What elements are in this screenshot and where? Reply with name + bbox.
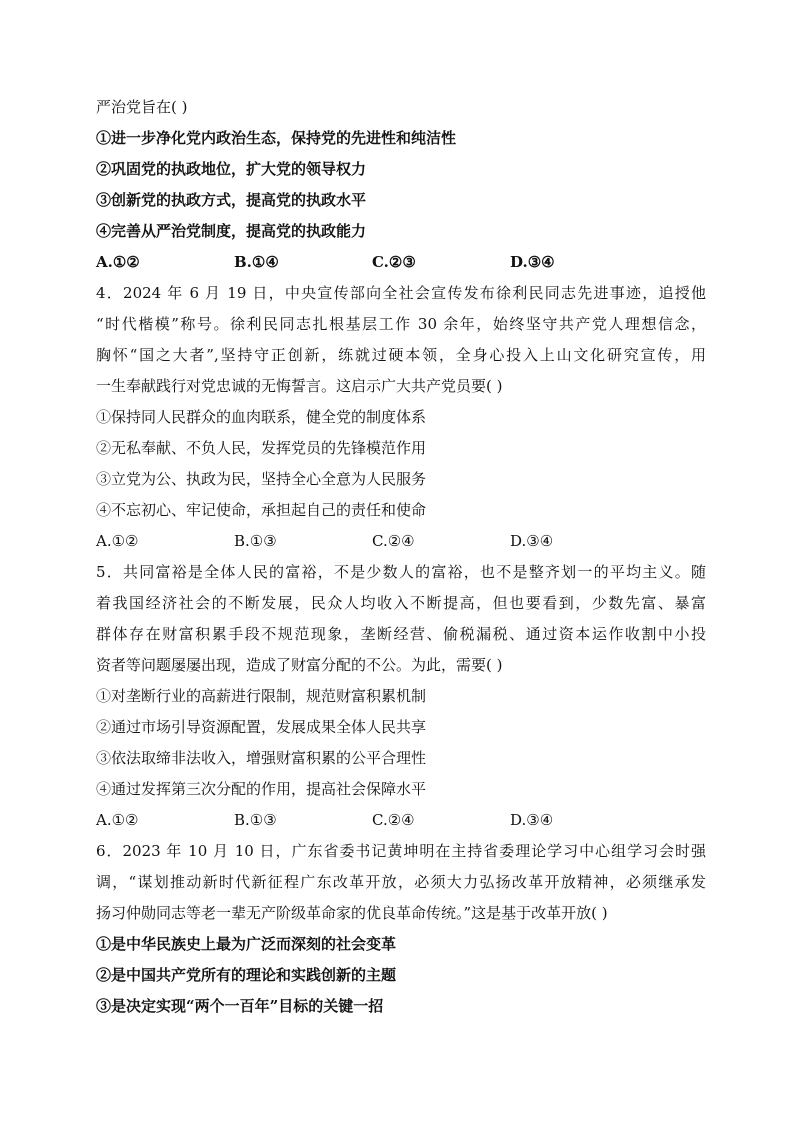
question-6 (96, 836, 706, 1022)
question-3-item-3: ③创新党的执政方式，提高党的执政水平 (96, 191, 367, 209)
question-4-item-3: ③立党为公、执政为民，坚持全心全意为人民服务 (96, 470, 427, 488)
question-5-option-a: A.①② (96, 811, 139, 829)
question-4-stem-line-3: 胸怀“国之大者”,坚持守正创新，练就过硬本领，全身心投入上山文化研究宣传，用 (96, 346, 706, 364)
question-4-stem-line-4: 一生奉献践行对党忠诚的无悔誓言。这启示广大共产党员要( ) (96, 377, 503, 395)
question-5-options (96, 805, 706, 836)
question-4-item-4: ④不忘初心、牢记使命，承担起自己的责任和使命 (96, 501, 427, 519)
question-5-option-d: D.③④ (510, 811, 554, 829)
exam-page (96, 92, 706, 1022)
question-4-option-b: B.①③ (234, 532, 277, 550)
question-5-option-b: B.①③ (234, 811, 277, 829)
question-4-option-c: C.②④ (372, 532, 415, 550)
question-5-item-4: ④通过发挥第三次分配的作用，提高社会保障水平 (96, 780, 427, 798)
question-6-item-1: ①是中华民族史上最为广泛而深刻的社会变革 (96, 935, 397, 953)
question-3-item-1: ①进一步净化党内政治生态，保持党的先进性和纯洁性 (96, 129, 457, 147)
question-4-options (96, 526, 706, 557)
question-5-item-3: ③依法取缔非法收入，增强财富积累的公平合理性 (96, 749, 427, 767)
question-6-item-3: ③是决定实现“两个一百年”目标的关键一招 (96, 997, 384, 1015)
question-5-item-1: ①对垄断行业的高薪进行限制，规范财富积累机制 (96, 687, 427, 705)
question-5-stem-line-2: 着我国经济社会的不断发展，民众人均收入不断提高，但也要看到，少数先富、暴富 (96, 594, 706, 612)
question-6-item-2: ②是中国共产党所有的理论和实践创新的主题 (96, 966, 397, 984)
question-4-item-2: ②无私奉献、不负人民，发挥党员的先锋模范作用 (96, 439, 427, 457)
question-4 (96, 278, 706, 557)
question-3 (96, 92, 706, 278)
question-6-stem-line-2: 调，“谋划推动新时代新征程广东改革开放，必须大力弘扬改革开放精神，必须继承发 (96, 873, 706, 891)
question-3-stem-tail: 严治党旨在( ) (96, 98, 188, 116)
question-4-stem-line-2: “时代楷模”称号。徐利民同志扎根基层工作 30 余年，始终坚守共产党人理想信念， (96, 315, 706, 333)
question-5-stem-line-1: 5．共同富裕是全体人民的富裕，不是少数人的富裕，也不是整齐划一的平均主义。随 (96, 563, 706, 581)
question-3-option-d: D.③④ (510, 253, 555, 271)
question-3-item-2: ②巩固党的执政地位，扩大党的领导权力 (96, 160, 367, 178)
question-3-option-a: A.①② (96, 253, 140, 271)
question-5-option-c: C.②④ (372, 811, 415, 829)
question-3-options (96, 247, 706, 278)
question-4-option-d: D.③④ (510, 532, 554, 550)
question-6-stem-line-3: 扬习仲勋同志等老一辈无产阶级革命家的优良革命传统。”这是基于改革开放( ) (96, 904, 608, 922)
question-5 (96, 557, 706, 836)
question-5-item-2: ②通过市场引导资源配置，发展成果全体人民共享 (96, 718, 427, 736)
question-3-item-4: ④完善从严治党制度，提高党的执政能力 (96, 222, 367, 240)
question-5-stem-line-4: 资者等问题屡屡出现，造成了财富分配的不公。为此，需要( ) (96, 656, 503, 674)
question-5-stem-line-3: 群体存在财富积累手段不规范现象，垄断经营、偷税漏税、通过资本运作收割中小投 (96, 625, 706, 643)
question-3-option-b: B.①④ (234, 253, 279, 271)
question-6-stem-line-1: 6．2023 年 10 月 10 日，广东省委书记黄坤明在主持省委理论学习中心组学习会时强 (96, 842, 706, 860)
question-4-stem-line-1: 4．2024 年 6 月 19 日，中央宣传部向全社会宣传发布徐利民同志先进事迹，追授他 (96, 284, 706, 302)
question-4-option-a: A.①② (96, 532, 139, 550)
question-3-option-c: C.②③ (372, 253, 416, 271)
question-4-item-1: ①保持同人民群众的血肉联系，健全党的制度体系 (96, 408, 427, 426)
